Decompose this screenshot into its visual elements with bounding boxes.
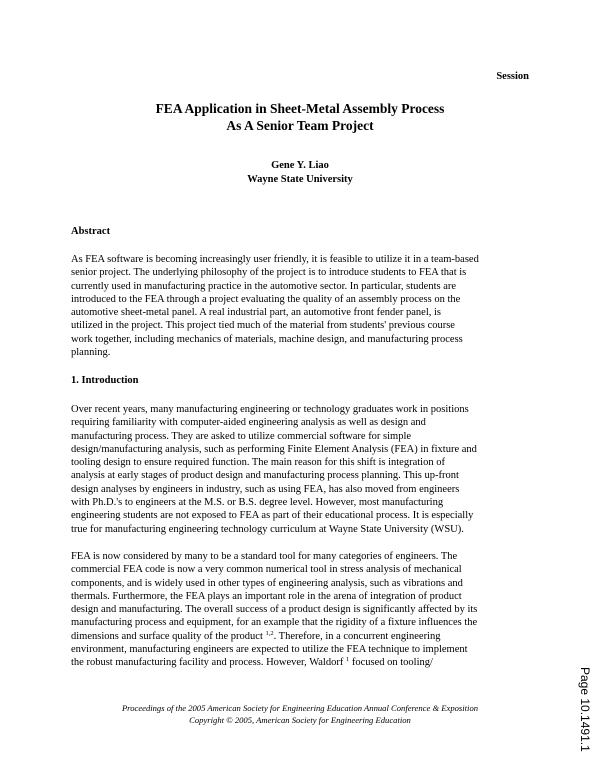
intro-line: Over recent years, many manufacturing engineering or technology graduates work in positions: [71, 404, 469, 415]
intro-line: true for manufacturing engineering technology curriculum at Wayne State University (WSU).: [71, 523, 464, 535]
page-number-stamp: Page 10.1491.1: [578, 667, 592, 752]
author-name: Gene Y. Liao: [271, 160, 329, 171]
abstract-line: planning.: [71, 347, 111, 359]
intro-line: [71, 630, 541, 643]
intro-line: [71, 656, 541, 669]
introduction-paragraph-2: [71, 550, 541, 670]
intro-line: thermals. Furthermore, the FEA plays an important role in the arena of integration of product: [71, 590, 462, 602]
introduction-heading: 1. Introduction: [71, 375, 139, 386]
abstract-line: utilized in the project. This project tied much of the material from students' previous course: [71, 320, 455, 332]
abstract-heading: Abstract: [71, 226, 111, 237]
intro-text: . Therefore, in a concurrent engineering: [273, 630, 441, 642]
abstract-line: As FEA software is becoming increasingly user friendly, it is feasible to utilize it in a team-based: [71, 254, 479, 265]
intro-line: manufacturing process and equipment, for an example that the rigidity of a fixture influences the: [71, 617, 478, 629]
citation-superscript: 1: [345, 656, 350, 664]
author-block: [0, 159, 600, 187]
intro-line: components, and is widely used in other types of engineering analysis, such as vibrations and: [71, 577, 463, 589]
abstract-line: work together, including mechanics of materials, machine design, and manufacturing process: [71, 333, 463, 345]
intro-line: engineering students are not exposed to FEA as part of their educational process. It is especially: [71, 510, 474, 522]
intro-line: environment, manufacturing engineers are expected to utilize the FEA technique to implement: [71, 644, 468, 656]
intro-line: with Ph.D.'s to engineers at the M.S. or B.S. degree level. However, most manufacturing: [71, 497, 444, 509]
footer-proceedings: Proceedings of the 2005 American Society for Engineering Education Annual Conference & Exposition: [121, 703, 479, 713]
intro-line: analysis at early stages of product design and manufacturing process planning. This up-front: [71, 470, 459, 482]
abstract-line: introduced to the FEA through a project evaluating the quality of an assembly process on the: [71, 293, 461, 305]
citation-superscript: 1,2: [265, 629, 274, 637]
intro-line: tooling design to ensure required function. The main reason for this shift is integration of: [71, 457, 445, 469]
intro-text: focused on tooling/: [349, 657, 433, 669]
intro-line: design and manufacturing. The overall success of a product design is significantly affected by its: [71, 604, 478, 616]
title-line-1: FEA Application in Sheet-Metal Assembly Process: [155, 101, 445, 116]
abstract-paragraph: [71, 253, 541, 359]
footer-copyright: Copyright © 2005, American Society for Engineering Education: [189, 715, 411, 725]
intro-text: dimensions and surface quality of the product: [71, 630, 266, 642]
title-line-2: As A Senior Team Project: [226, 118, 374, 133]
page-footer: [0, 702, 600, 726]
author-affiliation: Wayne State University: [247, 174, 353, 185]
abstract-line: currently used in manufacturing practice in the automotive sector. In particular, students are: [71, 280, 457, 292]
session-label: Session: [496, 71, 529, 82]
intro-line: manufacturing process. They are asked to utilize commercial software for simple: [71, 430, 412, 442]
intro-text: the robust manufacturing facility and process. However, Waldorf: [71, 657, 346, 669]
intro-line: FEA is now considered by many to be a standard tool for many categories of engineers. The: [71, 551, 458, 562]
intro-line: design/manufacturing analysis, such as performing Finite Element Analysis (FEA) in fixture and: [71, 443, 477, 455]
abstract-line: senior project. The underlying philosophy of the project is to introduce students to FEA that is: [71, 267, 467, 279]
paper-title: [0, 100, 600, 134]
intro-line: design analyses by engineers in industry, such as using FEA, has also moved from engineers: [71, 483, 460, 495]
intro-line: commercial FEA code is now a very common numerical tool in stress analysis of mechanical: [71, 564, 462, 576]
introduction-paragraph-1: [71, 403, 541, 536]
abstract-line: automotive sheet-metal panel. A real industrial part, an automotive front fender panel, is: [71, 307, 442, 319]
intro-line: requiring familiarity with computer-aided engineering analysis as well as design and: [71, 417, 426, 429]
